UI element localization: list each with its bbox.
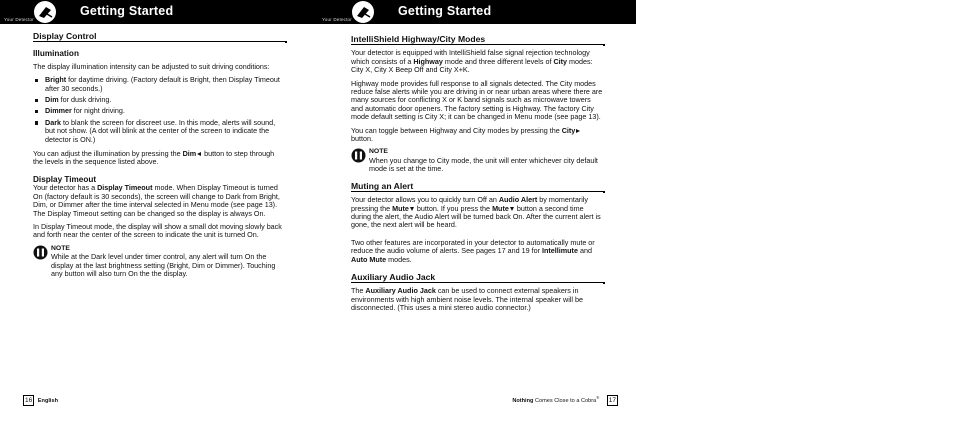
- note: [351, 148, 603, 173]
- note-label: NOTE: [51, 244, 70, 252]
- illumination-intro: The display illumination intensity can be adjusted to suit driving conditions:: [33, 61, 270, 71]
- right-page: [318, 0, 636, 424]
- list-item: Dimmer for night driving.: [33, 107, 285, 115]
- footer-slogan: Comes Close to a Cobra: [533, 397, 597, 404]
- list-item: Bright for daytime driving. (Factory default is Bright, then Display Timeout after 30 seconds.): [33, 76, 285, 93]
- your-detector-logo: [322, 1, 392, 24]
- intellishield-paragraph: Your detector is equipped with IntelliShield false signal rejection technology which consists of a Highway mode and three different levels of City modes: City X, City X Beep Off and City X+K.: [351, 48, 593, 75]
- left-page: [0, 0, 318, 424]
- illumination-adjust: You can adjust the illumination by pressing the Dim button to step through the levels in the sequence listed above.: [33, 149, 275, 167]
- right-content: [351, 35, 603, 318]
- down-arrow-icon: [510, 207, 514, 211]
- aux-paragraph: The Auxiliary Audio Jack can be used to connect external speakers in environments with high ambient noise levels. The internal speaker will be disconnected. (This uses a mini stereo audio connector.): [351, 286, 583, 313]
- subheading-display-timeout: Display Timeout: [33, 174, 97, 184]
- heading-auxiliary: Auxiliary Audio Jack: [351, 273, 603, 283]
- muting-paragraph: Your detector allows you to quickly turn Off an Audio Alert by momentarily pressing the Mute button. If you press the Mute button a second time during the alert, the Audio Alert will be turned back On. After the current alert is gone, the next alert will be heard.: [351, 195, 601, 230]
- your-detector-logo: [4, 1, 74, 24]
- timeout-paragraph: Your detector has a Display Timeout mode. When Display Timeout is turned On (factory default is 30 seconds), the screen will change to Dark from Bright, Dim, or Dimmer after the time interval selected in Menu mode (see page 13). The Display Timeout setting can be changed so the display is always On.: [33, 183, 280, 218]
- footer: [23, 395, 58, 406]
- section-title: Getting Started: [80, 4, 174, 18]
- page-number: 16: [25, 397, 33, 404]
- heading-display-control: Display Control: [33, 32, 285, 42]
- note-label: NOTE: [369, 148, 388, 156]
- note-text: When you change to City mode, the unit will enter whichever city default mode is set at the time.: [369, 155, 598, 174]
- note-icon: [33, 245, 48, 260]
- note: [33, 245, 285, 279]
- footer: [512, 395, 618, 406]
- note-text: While at the Dark level under timer control, any alert will turn On the display at the last brightness setting (Bright, Dim or Dimmer). Touching any button will also turn On the the display.: [51, 252, 276, 278]
- header-bar: [0, 0, 318, 24]
- trademark-mark: ®: [596, 395, 600, 401]
- list-item: Dark to blank the screen for discreet use. In this mode, alerts will sound, but not show. (A dot will blink at the center of the screen to indicate the detector is ON.): [33, 119, 285, 144]
- right-arrow-icon: [576, 129, 580, 133]
- footer-language: English: [37, 397, 58, 404]
- heading-muting: Muting an Alert: [351, 182, 603, 192]
- subheading-illumination: Illumination: [33, 49, 79, 59]
- detector-icon: [34, 1, 56, 23]
- footer-brand: Nothing: [512, 397, 534, 404]
- heading-intellishield: IntelliShield Highway/City Modes: [351, 35, 603, 45]
- left-arrow-icon: [197, 152, 201, 156]
- note-icon: [351, 148, 366, 163]
- detector-icon: [352, 1, 374, 23]
- intellishield-toggle: You can toggle between Highway and City modes by pressing the City button.: [351, 127, 603, 144]
- section-title: Getting Started: [398, 4, 492, 18]
- down-arrow-icon: [410, 207, 414, 211]
- header-tag: Your Detector: [4, 17, 34, 22]
- left-content: [33, 32, 285, 278]
- list-item: Dim for dusk driving.: [33, 96, 285, 104]
- muting-paragraph-2: Two other features are incorporated in your detector to automatically mute or reduce the audio volume of alerts. See pages 17 and 19 for Intellimute and Auto Mute modes.: [351, 237, 595, 264]
- timeout-paragraph-2: In Display Timeout mode, the display will show a small dot moving slowly back and forth near the center of the screen to indicate the unit is turned On.: [33, 221, 282, 240]
- intellishield-paragraph-2: Highway mode provides full response to all signals detected. The City modes reduce false alerts while you are driving in or near urban areas where there are many sources for conflicting X or K band signals such as microwave towers and automatic door openers. The factory setting is Highway. The factory City mode default setting is City X; it can be changed in Menu mode (see page 13).: [351, 78, 603, 122]
- page-number: 17: [608, 397, 616, 404]
- header-tag: Your Detector: [322, 17, 352, 22]
- header-bar: [318, 0, 636, 24]
